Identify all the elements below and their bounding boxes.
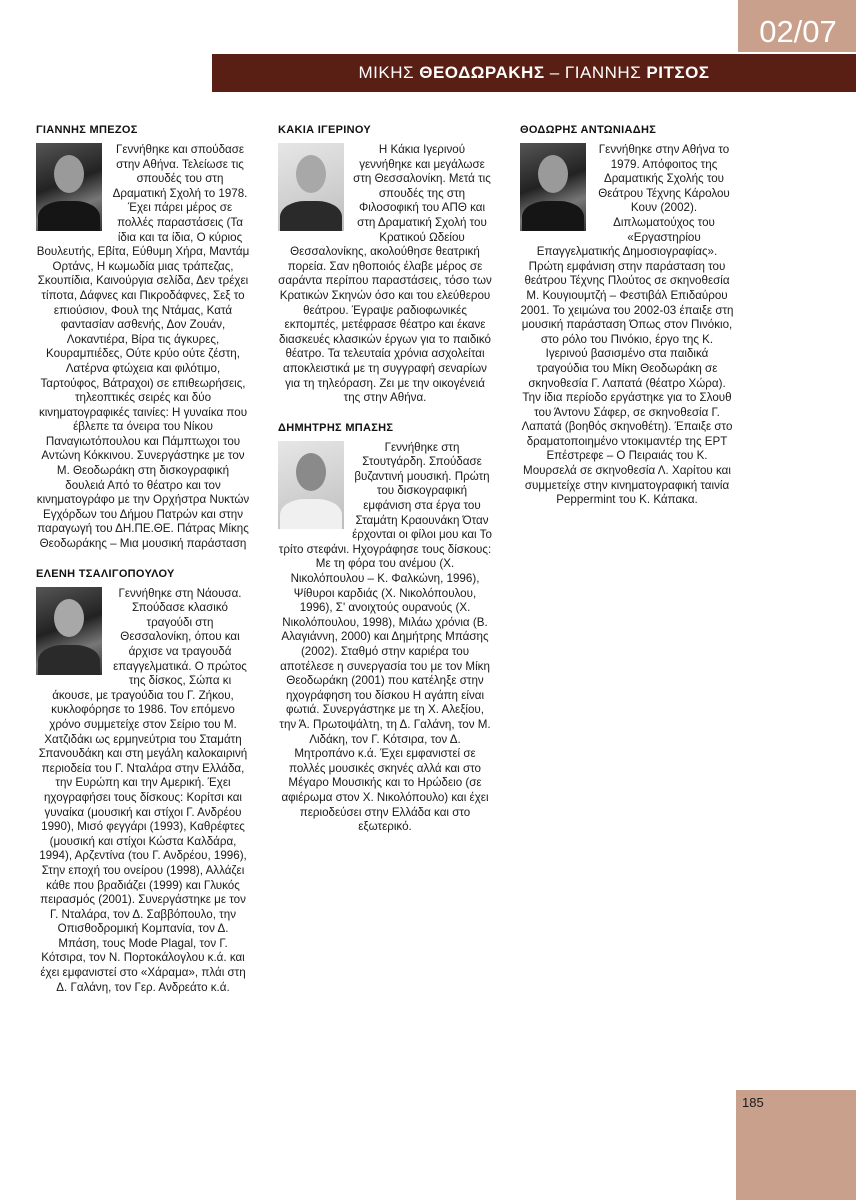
title-part-3: – ΓΙΑΝΝΗΣ	[544, 63, 647, 82]
person-name: ΔΗΜΗΤΡΗΣ ΜΠΑΣΗΣ	[278, 421, 394, 434]
bio-entry	[278, 422, 492, 835]
person-name: ΕΛΕΝΗ ΤΣΑΛΙΓΟΠΟΥΛΟΥ	[36, 567, 175, 580]
person-name: ΘΟΔΩΡΗΣ ΑΝΤΩΝΙΑΔΗΣ	[520, 124, 657, 136]
title-part-2: ΘΕΟΔΩΡΑΚΗΣ	[419, 63, 545, 82]
portrait-icon	[520, 143, 586, 231]
column-right	[520, 124, 734, 508]
bio-text: Γεννήθηκε στη Στουτγάρδη. Σπούδασε βυζαντινή μουσική. Πρώτη του δισκογραφική εμφάνιση στα έργα του Σταμάτη Κραουνάκη Όταν έρχονται οι φίλοι μου και Το τρίτο στεφάνι. Ηχογράφησε τους δίσκους: Με τη φόρα του ανέμου (Χ. Νικολόπουλου – Κ. Φαλκώνη, 1996), Ψίθυροι καρδιάς (Χ. Νικολόπουλου, 1996), Σ' ανοιχτούς ουρανούς (Χ. Νικολόπουλου, 1998), Μιλάω χρόνια (Β. Αλαγιάννη, 2000) και Δημήτρης Μπάσης (2002). Σταθμό στην καριέρα του αποτέλεσε η συνεργασία του με τον Μίκη Θεοδωράκη (2001) που κατέληξε στην ηχογράφηση του δίσκου Η αγάπη είναι φωτιά. Συνεργάστηκε με τη Χ. Αλεξίου, την Ά. Πρωτοψάλτη, τη Δ. Γαλάνη, τον Μ. Λιδάκη, τον Γ. Κότσιρα, τον Δ. Μητροπάνο κ.ά. Έχει εμφανιστεί σε πολλές μουσικές σκηνές αλλά και στο Μέγαρο Μουσικής και το Ηρώδειο (σε αφιέρωμα στον Χ. Νικολόπουλο) και έχει περιοδεύσει στην Ελλάδα και στο εξωτερικό.	[278, 440, 492, 834]
title-part-1: ΜΙΚΗΣ	[358, 63, 420, 82]
bio-text: Η Κάκια Ιγερινού γεννήθηκε και μεγάλωσε στη Θεσσαλονίκη. Μετά τις σπουδές της στη Φιλοσοφική του ΑΠΘ και στη Δραματική Σχολή του Κρατικού Ωδείου Θεσσαλονίκης, ακολούθησε θεατρική πορεία. Σαν ηθοποιός έλαβε μέρος σε σαράντα περίπου παραστάσεις, τόσο των Κρατικών Σκηνών όσο και του ελεύθερου θεάτρου. Έγραψε ραδιοφωνικές εκπομπές, μετέφρασε θέατρο και έκανε διασκευές κλασικών έργων για το παιδικό θέατρο. Τα τελευταία χρόνια ασχολείται αποκλειστικά με τη συγγραφή σεναρίων για τη τηλεόραση. Ζει με την οικογένειά της στην Αθήνα.	[278, 143, 492, 405]
portrait-icon	[278, 441, 344, 529]
column-middle	[278, 124, 492, 835]
bio-text: Γεννήθηκε στη Νάουσα. Σπούδασε κλασικό τραγούδι στη Θεσσαλονίκη, όπου και άρχισε να τραγουδά επαγγελματικά. Ο πρώτος της δίσκος, Σώπα κι άκουσε, με τραγούδια του Γ. Ζήκου, κυκλοφόρησε το 1986. Τον επόμενο χρόνο συμμετείχε στον Σείριο του Μ. Χατζιδάκι ως ερμηνεύτρια του Σταμάτη Σπανουδάκη και στη μεγάλη καλοκαιρινή περιοδεία του Γ. Νταλάρα στην Ελλάδα, την Ευρώπη και την Αμερική. Έχει ηχογραφήσει τους δίσκους: Κορίτσι και γυναίκα (μουσική και στίχοι Γ. Ανδρέου 1990), Μισό φεγγάρι (1993), Καθρέφτες (μουσική και στίχοι Κώστα Καλδάρα, 1994), Αρζεντίνα (του Γ. Ανδρέου, 1996), Στην εποχή του ονείρου (1998), Αλλάζει κάθε που βραδιάζει (1999) και Γλυκός πειρασμός (2001). Συνεργάστηκε με τον Γ. Νταλάρα, τον Δ. Σαββόπουλο, την Οπισθοδρομική Κομπανία, τον Δ. Μπάση, τους Mode Plagal, τον Γ. Κότσιρα, τον Ν. Πορτοκάλογλου κ.ά. και έχει εμφανιστεί στο «Χάραμα», πλάι στη Δ. Γαλάνη, τον Γερ. Ανδρεάτο κ.ά.	[38, 586, 248, 994]
title-part-4: ΡΙΤΣΟΣ	[646, 63, 710, 82]
bio-entry	[36, 568, 250, 996]
bio-text: Γεννήθηκε και σπούδασε στην Αθήνα. Τελείωσε τις σπουδές του στη Δραματική Σχολή το 1978. Έχει πάρει μέρος σε πολλές παραστάσεις (Τα ίδια και τα ίδια, Ο κύριος Βουλευτής, Εβίτα, Εύθυμη Χήρα, Μαντάμ Ορτάνς, Η κωμωδία μιας τράπεζας, Σκουπίδια, Καινούργια σελίδα, Δεν τρέχει τίποτα, Δάφνες και Πικροδάφνες, Σεξ το επιούσιον, Φουλ της Ντάμας, Κατά φαντασίαν ασθενής, Δον Ζουάν, Λοκαντιέρα, Βίρα τις άγκυρες, Κουραμπιέδες, Ούτε κρύο ούτε ζέστη, Λατέρνα φτώχεια και φιλότιμο, Ταρτούφος, Βάτραχοι) σε επιθεωρήσεις, τηλεοπτικές σειρές και δύο κινηματογραφικές ταινίες: Η γυναίκα που έβλεπε τα όνειρα του Νίκου Παναγιωτόπουλου και Πάμπτωχοι του Αντώνη Κόκκινου. Συνεργάστηκε με τον Μ. Θεοδωράκη στη δισκογραφική δουλειά Από το θέατρο και τον κινηματογράφο με την Ορχήστρα Νυκτών Εγχόρδων του Δήμου Πατρών και στην παραγωγή του ΔΗ.ΠΕ.ΘΕ. Πάτρας Μίκης Θεοδωράκης – Μια μουσική παράσταση	[36, 143, 250, 551]
bio-text: Γεννήθηκε στην Αθήνα το 1979. Απόφοιτος της Δραματικής Σχολής του Θεάτρου Τέχνης Κάρολου Κουν (2002). Διπλωματούχος του «Εργαστηρίου Επαγγελματικής Δημοσιογραφίας». Πρώτη εμφάνιση στην παράσταση του θεάτρου Τέχνης Πλούτος σε σκηνοθεσία Μ. Κουγιουμτζή – Φεστιβάλ Επιδαύρου 2001. Το χειμώνα του 2002-03 έπαιξε στη μουσική παράσταση Όπως στον Πινόκιο, στο ρόλο του Πινόκιο, έργο της Κ. Ιγερινού βασισμένο στα παιδικά τραγούδια του Μίκη Θεοδωράκη σε σκηνοθεσία Γ. Λαπατά (θέατρο Χώρα). Την ίδια περίοδο εργάστηκε για το Σλουθ του Άντονυ Σάφερ, σε σκηνοθεσία Γ. Λαπατά (βοηθός σκηνοθέτη). Έπαιξε στο δραματοποιημένο ντοκιμαντέρ της ΕΡΤ Επέστρεφε – Ο Πειραιάς του Κ. Μουρσελά σε σκηνοθεσία Λ. Χαρίτου και συμμετείχε στην κινηματογραφική ταινία Peppermint του Κ. Κάπακα.	[520, 143, 734, 507]
bio-entry	[520, 124, 734, 508]
bio-entry	[278, 124, 492, 406]
page-number: 185	[742, 1095, 764, 1110]
bio-entry	[36, 124, 250, 552]
person-name: ΓΙΑΝΝΗΣ ΜΠΕΖΟΣ	[36, 124, 138, 136]
portrait-icon	[36, 143, 102, 231]
column-left	[36, 124, 250, 995]
portrait-icon	[278, 143, 344, 231]
section-number: 02/07	[759, 14, 837, 49]
portrait-icon	[36, 587, 102, 675]
person-name: ΚΑΚΙΑ ΙΓΕΡΙΝΟΥ	[278, 124, 372, 136]
page-title-bar	[212, 54, 856, 92]
